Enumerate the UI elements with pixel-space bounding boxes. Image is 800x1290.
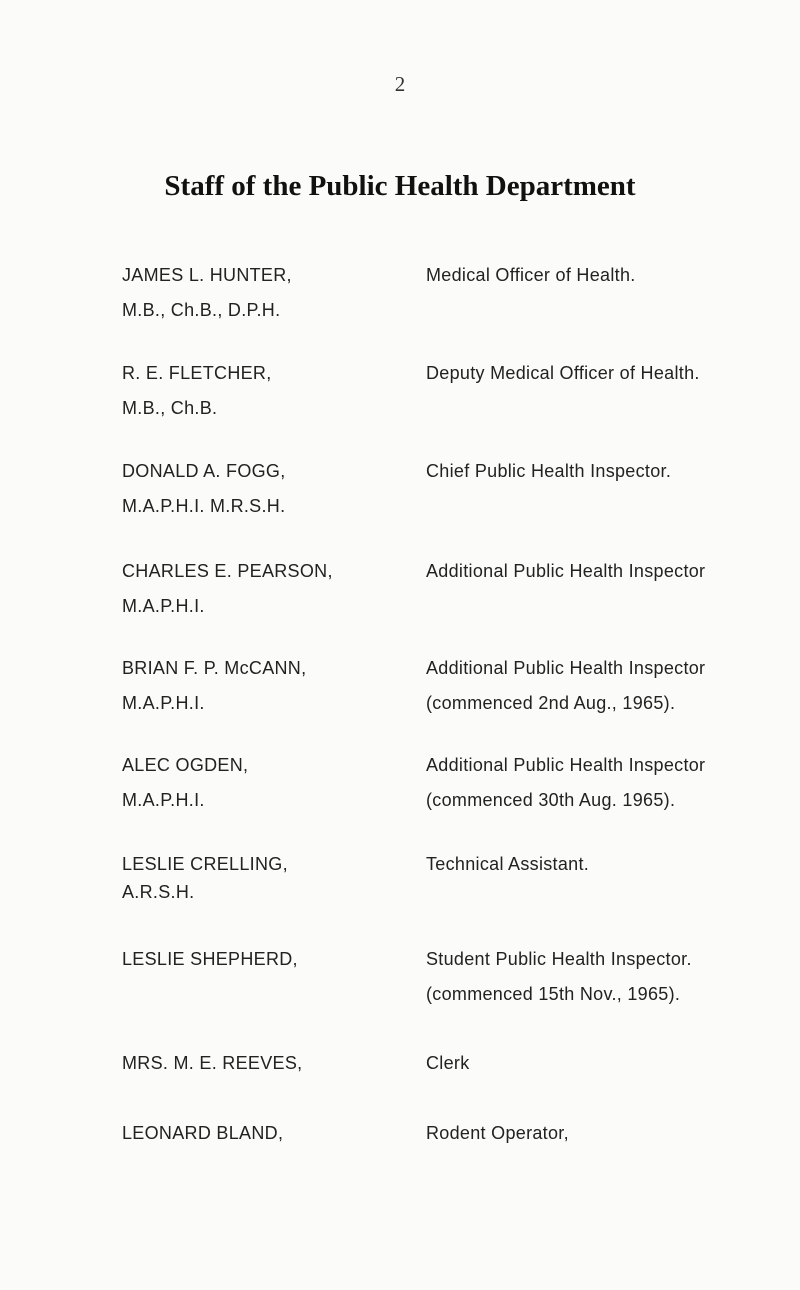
staff-role: Clerk <box>426 1053 470 1073</box>
staff-role: Medical Officer of Health. <box>426 265 636 285</box>
staff-qualifications: M.A.P.H.I. <box>122 693 205 713</box>
staff-role-column <box>426 651 796 721</box>
staff-role: Additional Public Health Inspector <box>426 658 706 678</box>
staff-role: Additional Public Health Inspector <box>426 755 706 775</box>
staff-name: BRIAN F. P. McCANN, <box>122 658 307 678</box>
staff-role-column <box>426 1046 796 1081</box>
staff-role: Rodent Operator, <box>426 1123 569 1143</box>
staff-role-column <box>426 942 796 1012</box>
staff-role-column <box>426 454 796 489</box>
staff-role: Technical Assistant. <box>426 854 590 874</box>
staff-qualifications: M.A.P.H.I. <box>122 790 205 810</box>
staff-qualifications: M.B., Ch.B. <box>122 398 218 418</box>
staff-name-column <box>122 258 422 328</box>
staff-qualifications: M.B., Ch.B., D.P.H. <box>122 300 281 320</box>
staff-name: DONALD A. FOGG, <box>122 461 286 481</box>
staff-name: LESLIE SHEPHERD, <box>122 949 298 969</box>
staff-note: (commenced 2nd Aug., 1965). <box>426 693 676 713</box>
page-number: 2 <box>394 72 406 96</box>
staff-role-column <box>426 356 796 391</box>
staff-name-column <box>122 454 422 524</box>
staff-role: Additional Public Health Inspector <box>426 561 706 581</box>
staff-qualifications: A.R.S.H. <box>122 882 195 902</box>
staff-role: Chief Public Health Inspector. <box>426 461 672 481</box>
staff-role: Student Public Health Inspector. <box>426 949 692 969</box>
staff-role-column <box>426 848 796 880</box>
staff-name-column <box>122 554 422 624</box>
page-title: Staff of the Public Health Department <box>164 170 636 202</box>
staff-note: (commenced 30th Aug. 1965). <box>426 790 676 810</box>
staff-role-column <box>426 554 796 589</box>
staff-name-column <box>122 942 422 977</box>
staff-role-column <box>426 1116 796 1151</box>
staff-name: R. E. FLETCHER, <box>122 363 272 383</box>
staff-name: MRS. M. E. REEVES, <box>122 1053 303 1073</box>
staff-note: (commenced 15th Nov., 1965). <box>426 984 681 1004</box>
staff-name: LEONARD BLAND, <box>122 1123 284 1143</box>
staff-name-column <box>122 1046 422 1081</box>
staff-name-column <box>122 356 422 426</box>
staff-name: CHARLES E. PEARSON, <box>122 561 333 581</box>
staff-name-column <box>122 651 422 721</box>
staff-role-column <box>426 258 796 293</box>
staff-role-column <box>426 748 796 818</box>
staff-name: LESLIE CRELLING, <box>122 854 288 874</box>
staff-name-column <box>122 848 422 904</box>
staff-name: JAMES L. HUNTER, <box>122 265 292 285</box>
staff-qualifications: M.A.P.H.I. M.R.S.H. <box>122 496 286 516</box>
staff-name-column <box>122 748 422 818</box>
staff-name-column <box>122 1116 422 1151</box>
staff-role: Deputy Medical Officer of Health. <box>426 363 700 383</box>
staff-name: ALEC OGDEN, <box>122 755 249 775</box>
staff-qualifications: M.A.P.H.I. <box>122 596 205 616</box>
